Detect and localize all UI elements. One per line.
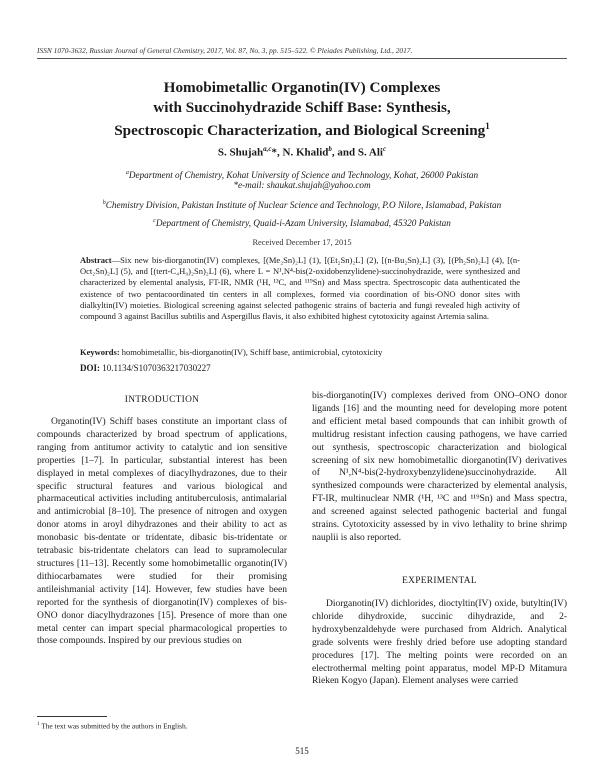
affiliation-b-mark: b bbox=[102, 200, 106, 206]
footnote bbox=[37, 720, 287, 730]
introduction-right-column: bis-diorganotin(IV) complexes derived from ONO–ONO donor ligands [16] and the mounting need for developing more potent and efficient metal based compounds that can inhibit growth of multidrug resistant infection causing pathogens, we have carried out synthesis, spectroscopic characterization and biological screening of six new homobimetallic diorganotin(IV) derivatives of N¹,N⁴-bis(2-hydroxybenzylidene)succinohydrazide. All synthesized compounds were characterized by elemental analysis, FT-IR, multinuclear NMR (¹H, ¹³C and ¹¹⁹Sn) and Mass spectra, and screened against selected pathogenic bacterial and fungal strains. Cytotoxicity assessed by in vivo lethality to brine shrimp nauplii is also reported. bbox=[312, 391, 567, 543]
section-experimental-heading: EXPERIMENTAL bbox=[402, 576, 477, 586]
abstract-text: —Six new bis-diorganotin(IV) complexes, [(Me₂Sn)₂L] (1), [(Et₂Sn)₂L] (2), [(n-Bu₂Sn)₂L] (3), [(Ph₂Sn)₂L] (4), [(n-Oct₂Sn)₂L] (5), and [(tert-C₄H₉)₂Sn)₂L] (6), where L = N¹,N⁴-bis(2-oxidobenzylidene)-succinohydrazide, were synthesized and characterized by elemental analysis, FT-IR, NMR (¹H, ¹³C, and ¹¹⁹Sn) and Mass spectra. Spectroscopic data authenticated the existence of two pentacoordinated tin centers in all complexes, formed via coordination of bis-ONO donor sites with dialkyltin(IV) moieties. Biological screening against selected pathogenic strains of bacteria and fungi revealed high activity of compound 3 against Bacillus subtilis and Aspergillus flavis, it also exhibited highest cytotoxicity against Artemia salina. bbox=[80, 255, 520, 322]
author-separator-2: , and bbox=[331, 146, 358, 159]
author-separator-1: , bbox=[277, 146, 283, 159]
abstract bbox=[80, 255, 520, 322]
keywords-text: homobimetallic, bis-diorganotin(IV), Schiff base, antimicrobial, cytotoxicity bbox=[119, 347, 383, 357]
title-line-3-text: Spectroscopic Characterization, and Biological Screening bbox=[114, 122, 486, 140]
doi bbox=[80, 363, 520, 373]
doi-label: DOI: bbox=[80, 363, 103, 373]
title-line-3 bbox=[37, 117, 567, 141]
page-number: 515 bbox=[295, 746, 309, 756]
affiliation-b-text: Chemistry Division, Pakistan Institute of Nuclear Science and Technology, P.O Nilore, Islamabad, Pakistan bbox=[105, 200, 502, 211]
author-list bbox=[37, 145, 567, 159]
author-3-affiliation: c bbox=[382, 145, 387, 153]
experimental-text: Diorganotin(IV) dichlorides, dioctyltin(IV) oxide, butyltin(IV) chloride dihydroxide, succinic dihydrazide, and 2-hydroxybenzaldehyde were purchased from Aldrich. Analytical grade solvents were freshly dried before use adopting standard procedures [17]. The melting points were recorded on an electrothermal melting point apparatus, model MP-D Mitamura Rieken Kogyo (Japan). Element analyses were carried bbox=[312, 599, 567, 687]
footnote-text: The text was submitted by the authors in English. bbox=[39, 721, 188, 731]
introduction-left-column: Organotin(IV) Schiff bases constitute an important class of compounds characterized by broad spectrum of applications, ranging from antitumor activity to catalytic and ion sensitive properties [1–7]. In particular, substantial interest has been displayed in metal complexes of diacylhydrazones, due to their specific structural features and various biological and pharmaceutical activities including antituberculosis, antimalarial and antimicrobial [8–10]. The presence of nitrogen and oxygen donor atoms in aroyl dihydrazones and their ability to act as monobasic bis-dentate or tridentate, dibasic bis-tridentate or tetrabasic bis-tridentate chelators can lead to supramolecular structures [11–13]. Recently some homobimetallic organotin(IV) dithiocarbamates were studied for their promising antileishmanial activity [14]. However, few studies have been reported for the synthesis of diorganotin(IV) complexes of bis-ONO donor diacylhydrazones [15]. Presence of more than one metal center can impart special pharmacological properties to those compounds. Inspired by our previous studies on bbox=[37, 417, 287, 647]
author-3: S. Ali bbox=[357, 146, 383, 159]
received-date: Received December 17, 2015 bbox=[252, 238, 352, 247]
article-title bbox=[37, 78, 567, 141]
header-rule bbox=[37, 58, 567, 59]
affiliation-a-text: Department of Chemistry, Kohat University of Science and Technology, Kohat, 26000 Pakistan bbox=[128, 170, 479, 181]
affiliation-b bbox=[37, 198, 567, 211]
title-line-1: Homobimetallic Organotin(IV) Complexes bbox=[163, 79, 441, 96]
author-2: N. Khalid bbox=[282, 146, 329, 159]
title-line-2: with Succinohydrazide Schiff Base: Synthesis, bbox=[153, 98, 451, 116]
affiliation-c bbox=[37, 216, 567, 229]
title-footnote-mark: 1 bbox=[485, 121, 490, 131]
affiliation-c-mark: c bbox=[153, 218, 156, 224]
author-2-affiliation: b bbox=[328, 145, 332, 153]
keywords-label: Keywords: bbox=[80, 347, 120, 357]
author-email: *e-mail: shaukat.shujah@yahoo.com bbox=[233, 180, 371, 190]
doi-link[interactable]: 10.1134/S1070363217030227 bbox=[102, 363, 211, 373]
section-introduction-heading: INTRODUCTION bbox=[124, 395, 200, 405]
abstract-label: Abstract bbox=[80, 255, 112, 265]
footnote-rule bbox=[37, 716, 107, 717]
author-1-affiliation: a,c bbox=[263, 145, 272, 153]
keywords bbox=[80, 347, 520, 358]
author-1: S. Shujah bbox=[217, 146, 264, 159]
affiliation-c-text: Department of Chemistry, Quaid-i-Azam University, Islamabad, 45320 Pakistan bbox=[155, 218, 451, 229]
journal-header: ISSN 1070-3632, Russian Journal of General Chemistry, 2017, Vol. 87, No. 3, pp. 515–522. © Pleiades Publishing, Ltd., 2017. bbox=[37, 46, 413, 55]
affiliation-a-mark: a bbox=[125, 170, 129, 176]
corresponding-mark: * bbox=[271, 146, 278, 159]
footnote-mark: 1 bbox=[37, 722, 40, 727]
